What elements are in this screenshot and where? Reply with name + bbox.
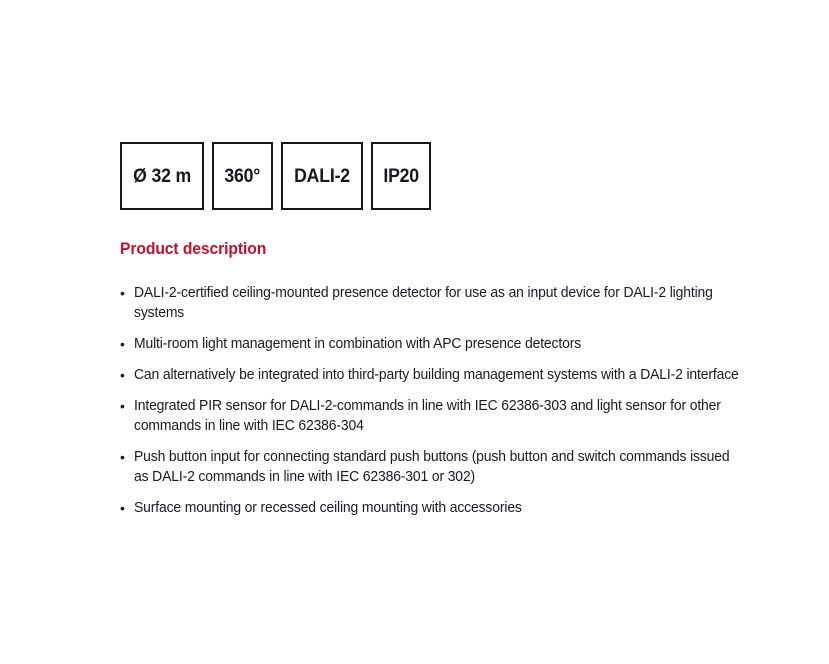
bullet-icon: • [120, 449, 125, 465]
list-item [120, 365, 740, 385]
spec-badge-ingress-protection [371, 142, 431, 210]
list-item [120, 447, 740, 487]
spec-badge-label: Ø 32 m [133, 165, 191, 187]
bullet-icon: • [120, 367, 125, 383]
list-item-text: Push button input for connecting standard push buttons (push button and switch commands issued as DALI-2 commands in line with IEC 62386-301 or 302) [134, 449, 730, 485]
bullet-icon: • [120, 285, 125, 301]
list-item-text: Surface mounting or recessed ceiling mounting with accessories [134, 500, 522, 516]
spec-badge-label: IP20 [383, 165, 419, 187]
list-item [120, 283, 740, 323]
spec-badge-detection-diameter [120, 142, 204, 210]
list-item-text: Can alternatively be integrated into third-party building management systems with a DALI-2 interface [134, 367, 739, 383]
spec-badge-label: 360° [224, 165, 261, 187]
product-feature-list [120, 283, 740, 518]
page-title: Product description [120, 240, 267, 258]
spec-badge-protocol [281, 142, 363, 210]
bullet-icon: • [120, 500, 125, 516]
list-item [120, 498, 740, 518]
list-item-text: Multi-room light management in combination with APC presence detectors [134, 336, 582, 352]
bullet-icon: • [120, 398, 125, 414]
list-item [120, 396, 740, 436]
list-item-text: Integrated PIR sensor for DALI-2-commands in line with IEC 62386-303 and light sensor for other commands in line with IEC 62386-304 [134, 398, 721, 434]
spec-badge-detection-angle [212, 142, 273, 210]
spec-badge-label: DALI-2 [293, 165, 350, 187]
list-item [120, 334, 740, 354]
bullet-icon: • [120, 336, 125, 352]
spec-badge-row [120, 142, 431, 210]
list-item-text: DALI-2-certified ceiling-mounted presence detector for use as an input device for DALI-2 lighting systems [134, 285, 713, 321]
